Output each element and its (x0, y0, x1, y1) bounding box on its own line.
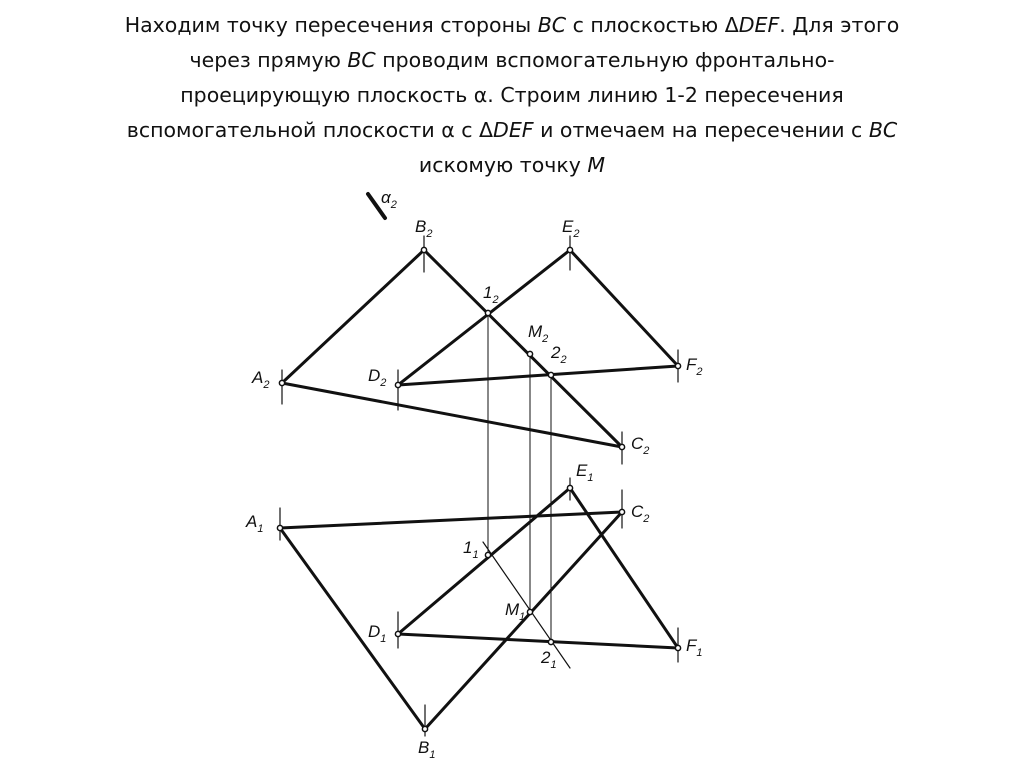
point-d1 (395, 631, 400, 636)
caption-text: Находим точку пересечения стороны (124, 13, 538, 37)
point-2-2 (548, 372, 553, 377)
caption-text: проводим вспомогательную фронтально- (375, 48, 835, 72)
label-a2: $A_2$ (252, 368, 270, 391)
segment-a2-c2 (282, 383, 622, 447)
segment-d2-f2 (398, 366, 678, 385)
caption-italic: DEF (738, 13, 780, 37)
label-1-1: $1_1$ (463, 538, 479, 561)
caption-italic: BC (347, 48, 376, 72)
label-e1: $E_1$ (576, 461, 594, 484)
point-a1 (277, 525, 282, 530)
caption-text: и отмечаем на пересечении с (533, 118, 869, 142)
segment-a2-b2 (282, 250, 424, 383)
point-e1 (567, 485, 572, 490)
segment-b2-c2 (424, 250, 622, 447)
point-a2 (279, 380, 284, 385)
point-m2 (527, 351, 532, 356)
label-2-2: $2_2$ (551, 343, 567, 366)
point-d2 (395, 382, 400, 387)
label-c1: $C_2$ (631, 502, 650, 525)
label-b2: $B_2$ (415, 217, 433, 240)
caption-line-3: проецирующую плоскость α. Строим линию 1-2 пересечения (180, 83, 844, 107)
label-m2: $M_2$ (528, 322, 549, 345)
caption-text: искомую точку (418, 153, 588, 177)
caption-italic: DEF (493, 118, 534, 142)
point-f2 (675, 363, 680, 368)
caption-text: через прямую (189, 48, 348, 72)
caption-text: вспомогательной плоскости α с Δ (126, 118, 494, 142)
label-f1: $F_1$ (686, 636, 703, 659)
point-2-1 (548, 639, 553, 644)
label-a1: $A_1$ (246, 512, 264, 535)
segment-e2-f2 (570, 250, 678, 366)
label-d1: $D_1$ (368, 622, 387, 645)
label-2-1: $2_1$ (541, 648, 557, 671)
label-d2: $D_2$ (368, 366, 387, 389)
point-c1 (619, 509, 624, 514)
segment-d1-e1 (398, 488, 570, 634)
point-c2 (619, 444, 624, 449)
caption-text: . Для этого (779, 13, 900, 37)
point-1-1 (485, 552, 490, 557)
caption-italic: BC (537, 13, 567, 37)
point-e2 (567, 247, 572, 252)
caption-text: с плоскостью Δ (566, 13, 739, 37)
point-b2 (421, 247, 426, 252)
point-m1 (527, 609, 532, 614)
segment-d1-f1 (398, 634, 678, 648)
label-1-2: $1_2$ (483, 283, 499, 306)
point-f1 (675, 645, 680, 650)
label-f2: $F_2$ (686, 355, 703, 378)
caption-italic: M (587, 153, 606, 177)
segment-a1-c1 (280, 512, 622, 528)
label-c2: $C_2$ (631, 434, 650, 457)
label-m1: $M_1$ (505, 600, 526, 623)
label-b1: $B_1$ (418, 738, 436, 761)
label-alpha2: $\alpha_2$ (381, 188, 397, 211)
caption-italic: BC (868, 118, 898, 142)
point-b1 (422, 726, 427, 731)
label-e2: $E_2$ (562, 217, 580, 240)
point-1-2 (485, 310, 490, 315)
